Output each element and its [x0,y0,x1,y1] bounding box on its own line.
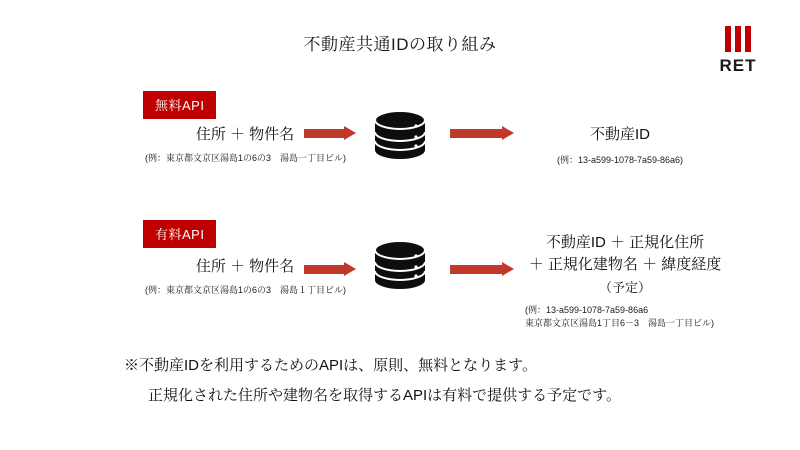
paid-input-label: 住所 ＋ 物件名 [195,258,295,275]
footer-note-line2: 正規化された住所や建物名を取得するAPIは有料で提供する予定です。 [148,387,621,404]
badge-paid-api: 有料API [143,220,216,248]
free-output-label: 不動産ID [589,126,650,143]
badge-free-api: 無料API [143,91,216,119]
free-output-example: (例：13-a599-1078-7a59-86a6) [556,155,684,165]
free-input-label: 住所 ＋ 物件名 [195,126,295,143]
paid-output-example [505,304,745,331]
arrow-right-icon [304,262,356,276]
paid-output-example-line2: 東京都文京区湯島1丁目6－3 湯島一丁目ビル) [525,318,715,328]
paid-output-line1: 不動産ID ＋ 正規化住所 [545,234,705,251]
paid-output-block [505,232,745,331]
paid-output-example-line1: (例：13-a599-1078-7a59-86a6 [525,304,649,315]
arrow-right-icon [304,126,356,140]
paid-output-line2: ＋ 正規化建物名 ＋ 緯度経度 [528,255,722,273]
paid-output-subnote: （予定） [598,279,651,295]
free-output-block [505,123,735,166]
paid-input-example: (例：東京都文京区湯島1の6の3 湯島１丁目ビル) [145,285,347,295]
page-title: 不動産共通IDの取り組み [303,35,497,54]
free-input-example: (例：東京都文京区湯島1の6の3 湯島一丁目ビル) [145,153,347,163]
logo-text: RET [719,56,757,75]
footer-note-line1: ※不動産IDを利用するためのAPIは、原則、無料となります。 [124,357,537,374]
logo-bars-icon [708,26,768,52]
ret-logo [708,26,768,76]
database-icon [372,110,428,167]
database-icon [372,240,428,297]
